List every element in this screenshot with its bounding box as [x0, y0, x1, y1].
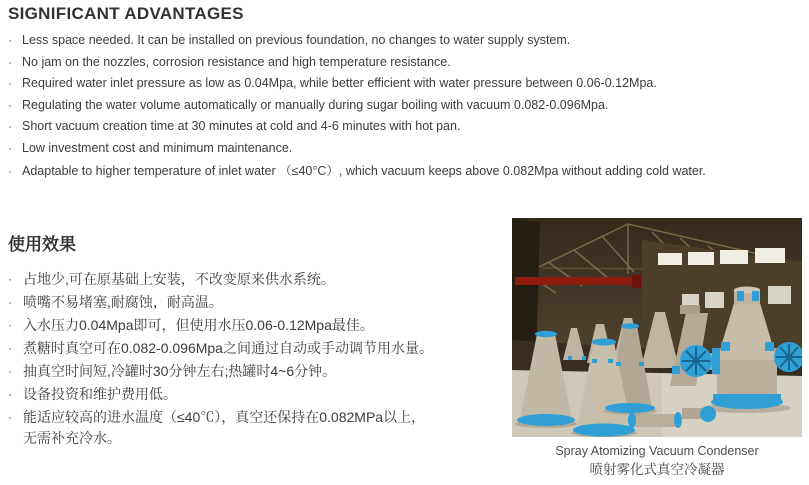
effects-title: 使用效果 — [8, 235, 76, 254]
advantage-text: Regulating the water volume automatically or manually during sugar boiling with vacuum 0.082-0.096Mpa. — [22, 97, 609, 112]
advantage-item — [8, 76, 803, 91]
bullet-marker: · — [8, 33, 12, 47]
advantage-text: Short vacuum creation time at 30 minutes at cold and 4-6 minutes with hot pan. — [22, 119, 461, 133]
effect-item — [8, 338, 438, 359]
bullet-marker: · — [8, 387, 12, 401]
advantage-text: Less space needed. It can be installed on previous foundation, no changes to water supply system. — [22, 33, 571, 47]
bullet-marker: · — [8, 140, 12, 155]
advantage-item — [8, 98, 803, 113]
factory-photo — [512, 218, 802, 437]
effect-item — [8, 292, 438, 313]
bullet-marker: · — [8, 164, 12, 178]
advantages-section — [8, 4, 803, 187]
photo-caption-chinese: 喷射雾化式真空冷凝器 — [589, 462, 725, 477]
effect-text: 入水压力0.04Mpa即可，但使用水压0.06-0.12Mpa最佳。 — [23, 317, 374, 333]
advantages-list — [8, 33, 803, 180]
effect-item — [8, 361, 438, 382]
effect-text: 喷嘴不易堵塞,耐腐蚀，耐高温。 — [23, 294, 223, 310]
effect-text: 煮糖时真空可在0.082-0.096Mpa之间通过自动或手动调节用水量。 — [23, 340, 433, 356]
advantage-text: No jam on the nozzles, corrosion resistance and high temperature resistance. — [22, 54, 451, 69]
bullet-marker: · — [8, 364, 12, 378]
effects-section — [8, 230, 438, 451]
effect-text: 占地少,可在原基础上安装，不改变原来供水系统。 — [23, 271, 335, 287]
effect-text: 能适应较高的进水温度（≤40℃），真空还保持在0.082MPa以上，无需补充冷水。 — [23, 409, 426, 446]
advantage-item — [8, 162, 803, 180]
effect-item — [8, 384, 438, 405]
advantage-item — [8, 119, 803, 134]
effect-text: 设备投资和维护费用低。 — [23, 386, 177, 402]
bullet-marker: · — [8, 272, 12, 286]
factory-photo-illustration — [512, 218, 802, 437]
effects-list — [8, 269, 438, 449]
advantage-text: Adaptable to higher temperature of inlet water （≤40°C）, which vacuum keeps above 0.082Mpa without adding cold water. — [22, 164, 706, 178]
bullet-marker: · — [8, 295, 12, 309]
bullet-marker: · — [8, 410, 12, 424]
effect-item — [8, 407, 438, 449]
product-photo-block — [512, 218, 802, 478]
bullet-marker: · — [8, 318, 12, 332]
advantage-text: Low investment cost and minimum maintenance. — [22, 140, 293, 155]
bullet-marker: · — [8, 76, 12, 90]
bullet-marker: · — [8, 97, 12, 112]
effect-item — [8, 315, 438, 336]
advantage-item — [8, 55, 803, 70]
bullet-marker: · — [8, 119, 12, 133]
advantages-title: SIGNIFICANT ADVANTAGES — [8, 4, 244, 23]
bullet-marker: · — [8, 341, 12, 355]
advantage-text: Required water inlet pressure as low as 0.04Mpa, while better efficient with water pressure between 0.06-0.12Mpa. — [22, 76, 657, 90]
photo-caption-english: Spray Atomizing Vacuum Condenser — [555, 444, 759, 458]
effect-text: 抽真空时间短,冷罐时30分钟左右;热罐时4~6分钟。 — [23, 363, 337, 379]
advantage-item — [8, 141, 803, 156]
effect-item — [8, 269, 438, 290]
photo-caption — [512, 444, 802, 478]
advantage-item — [8, 33, 803, 48]
bullet-marker: · — [8, 54, 12, 69]
